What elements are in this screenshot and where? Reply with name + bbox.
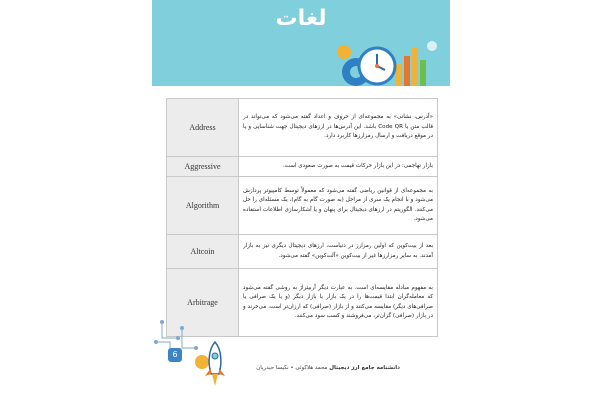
table-row <box>167 99 438 157</box>
term-cell: Algorithm <box>167 177 239 235</box>
term-cell: Aggressive <box>167 157 239 177</box>
page-number-badge: 6 <box>168 348 182 362</box>
term-cell: Arbitrage <box>167 269 239 337</box>
term-cell: Altcoin <box>167 235 239 269</box>
authors: محمد هلاکوئی • نکیسا حیدریان <box>256 365 328 371</box>
book-title: دانشنامه جامع ارز دیجیتال <box>329 365 400 371</box>
clock-gears-illustration <box>332 38 442 90</box>
definition-cell: بعد از بیت‌کوین که اولین رمزارز در دنیاست، ارزهای دیجیتال دیگری نیز به بازار آمدند. به سایر رمزارزها غیر از بیت‌کوین «آلت‌کوین» گفته می‌شود. <box>239 235 438 269</box>
term-cell: Address <box>167 99 239 157</box>
definition-cell: بازار تهاجمی: در این بازار حرکات قیمت به صورت صعودی است. <box>239 157 438 177</box>
rocket-icon <box>200 340 230 390</box>
definition-cell: به مجموعه‌ای از قوانین ریاضی گفته می‌شود که معمولاً توسط کامپیوتر پردازش می‌شود و با انجام یک سری از مراحل (به صورت گام به گام)، یک مسئله‌ای را حل می‌کنند. الگوریتم در ارزهای دیجیتال برای پنهان و یا آشکارسازی اطلاعات استفاده می‌شود. <box>239 177 438 235</box>
footer <box>250 365 400 371</box>
table-row <box>167 157 438 177</box>
table-row <box>167 235 438 269</box>
header-banner <box>152 0 450 86</box>
definition-cell: «آدرس، نشانی» به مجموعه‌ای از حروف و اعداد گفته می‌شود که می‌تواند در قالب متن یا Code QR باشد. این آدرس‌ها در ارزهای دیجیتال جهت شناسایی و یا در موقع دریافت و ارسال رمزارزها کاربرد دارد. <box>239 99 438 157</box>
definition-cell: به مفهوم مبادله مقایسه‌ای است. به عبارت دیگر آربیتراژ به روشی گفته می‌شود که معامله‌گران ابتدا قیمت‌ها را در یک بازار یا بازار دیگر (و یا یک صرافی یا صرافی‌های دیگر) مقایسه می‌کنند و از بازار (صرافی) که ارزان‌تر است، می‌خرند و در بازار (صرافی) گران‌تر، می‌فروشند و کسب سود می‌کنند. <box>239 269 438 337</box>
table-row <box>167 177 438 235</box>
glossary-table <box>166 98 438 337</box>
page-title: لغات <box>275 6 327 31</box>
